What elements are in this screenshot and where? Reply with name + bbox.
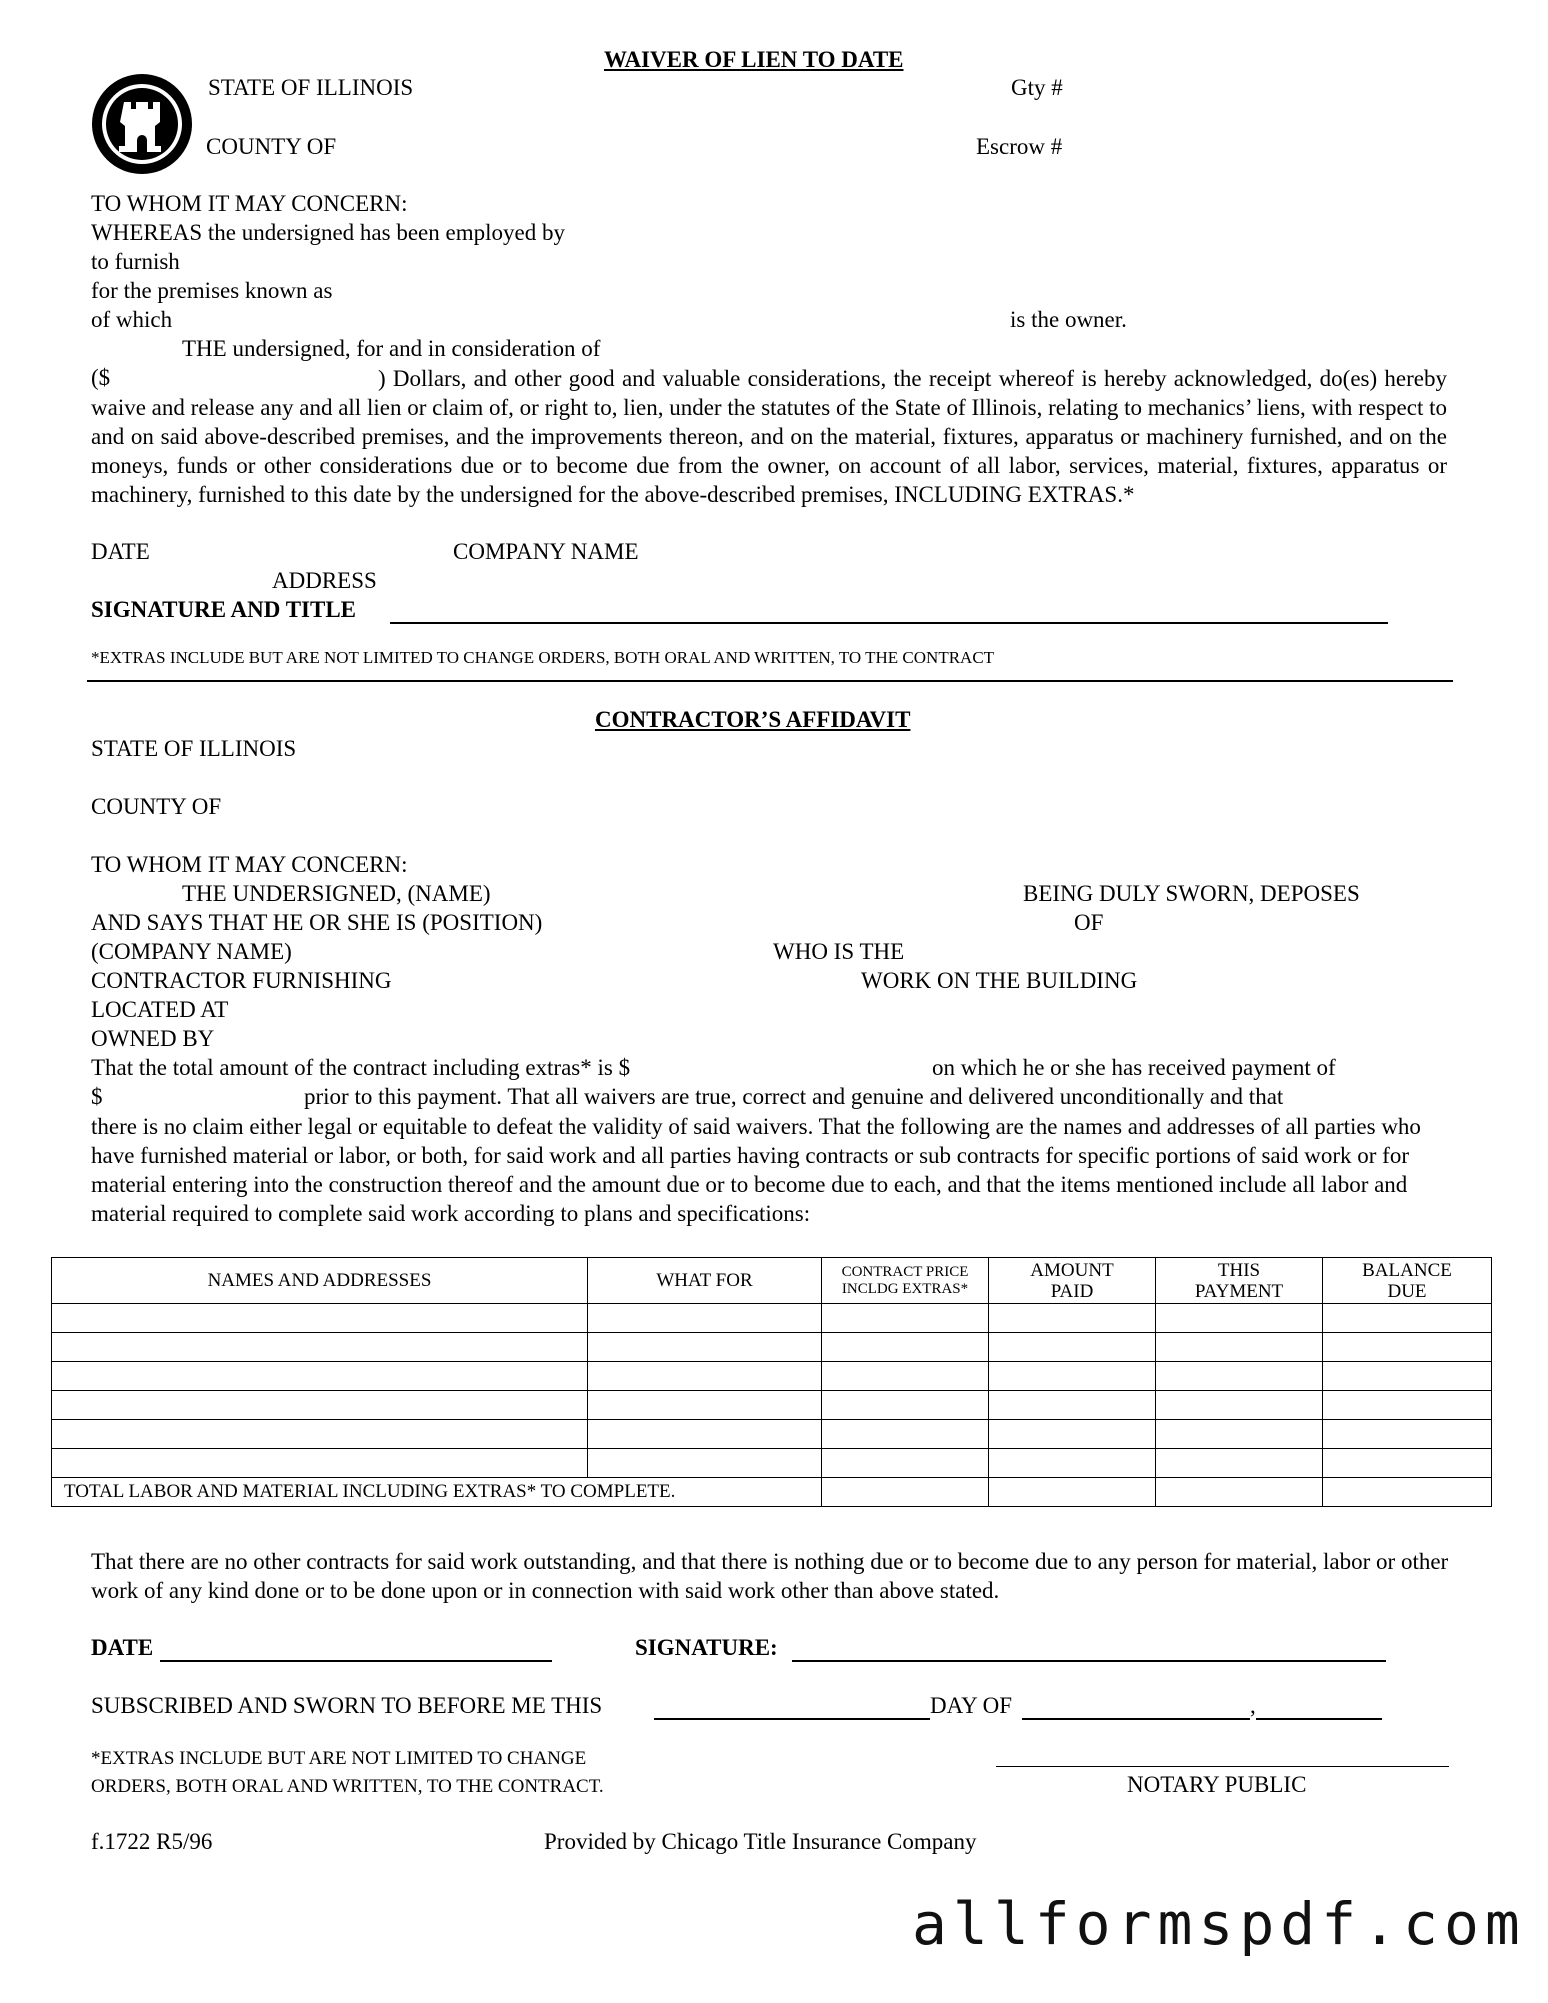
comma: , (1250, 1693, 1256, 1718)
signature-title-line[interactable] (390, 622, 1388, 624)
cell-what-for[interactable] (588, 1391, 822, 1420)
affidavit-county: COUNTY OF (91, 794, 222, 819)
cell-this-payment[interactable] (1156, 1420, 1323, 1449)
cell-what-for[interactable] (588, 1304, 822, 1333)
cell-contract-price[interactable] (822, 1391, 989, 1420)
cell-contract-price[interactable] (822, 1449, 989, 1478)
cell-this-payment[interactable] (1156, 1333, 1323, 1362)
affidavit-extras-note-1: *EXTRAS INCLUDE BUT ARE NOT LIMITED TO CHANGE (91, 1748, 587, 1769)
cell-this-payment[interactable] (1156, 1362, 1323, 1391)
table-row (52, 1391, 1492, 1420)
date-line[interactable] (160, 1660, 552, 1662)
cell-names[interactable] (52, 1391, 588, 1420)
cell-contract-price[interactable] (822, 1420, 989, 1449)
header-amount-paid: AMOUNT PAID (989, 1258, 1156, 1304)
is-owner-text: is the owner. (1010, 307, 1127, 332)
dollar-sign: $ (91, 1084, 103, 1109)
castle-tower-logo-icon (90, 72, 194, 176)
header-contract-price: CONTRACT PRICE INCLDG EXTRAS* (822, 1258, 989, 1304)
form-number: f.1722 R5/96 (91, 1829, 213, 1854)
gty-label: Gty # (1011, 75, 1063, 100)
total-label: TOTAL LABOR AND MATERIAL INCLUDING EXTRAS* TO COMPLETE. (52, 1478, 822, 1507)
table-total-row (52, 1478, 1492, 1507)
being-sworn-text: BEING DULY SWORN, DEPOSES (1023, 881, 1360, 906)
consideration-line: THE undersigned, for and in consideration of (182, 336, 601, 361)
cell-this-payment[interactable] (1156, 1304, 1323, 1333)
year-line[interactable] (1256, 1718, 1382, 1720)
received-payment-text: on which he or she has received payment of (932, 1055, 1336, 1080)
notary-public-label: NOTARY PUBLIC (1127, 1772, 1307, 1797)
header-balance-due: BALANCE DUE (1323, 1258, 1492, 1304)
total-this-payment[interactable] (1156, 1478, 1323, 1507)
waiver-title: WAIVER OF LIEN TO DATE (604, 47, 904, 72)
header-what-for: WHAT FOR (588, 1258, 822, 1304)
affidavit-signature-label: SIGNATURE: (635, 1635, 778, 1660)
cell-what-for[interactable] (588, 1449, 822, 1478)
cell-balance-due[interactable] (1323, 1362, 1492, 1391)
cell-amount-paid[interactable] (989, 1449, 1156, 1478)
cell-balance-due[interactable] (1323, 1420, 1492, 1449)
cell-what-for[interactable] (588, 1333, 822, 1362)
waiver-extras-note: *EXTRAS INCLUDE BUT ARE NOT LIMITED TO CHANGE ORDERS, BOTH ORAL AND WRITTEN, TO THE CONTRACT (91, 648, 995, 667)
of-label: OF (1074, 910, 1104, 935)
affidavit-body: there is no claim either legal or equitable to defeat the validity of said waivers. That the following are the names and addresses of all parties who have furnished material or labor, or both, for said work and all parties having contracts or sub contracts for specific portions of said work or for material entering into the construction thereof and the amount due or to become due to each, and that the items mentioned include all labor and material required to complete said work according to plans and specifications: (91, 1114, 1421, 1226)
signature-line[interactable] (792, 1660, 1386, 1662)
who-is-the-text: WHO IS THE (773, 939, 905, 964)
waiver-body: ) Dollars, and other good and valuable considerations, the receipt whereof is hereby acknowledged, do(es) hereby waive and release any and all lien or claim of, or right to, lien, under the statutes of the State of Illinois, relating to mechanics’ liens, with respect to and on said above-described premises, and the improvements thereon, and on the material, fixtures, apparatus or machinery furnished, and on the moneys, funds or other considerations due or to become due from the owner, on account of all labor, services, material, fixtures, apparatus or machinery, furnished to this date by the undersigned for the above-described premises, INCLUDING EXTRAS.* (91, 366, 1447, 507)
cell-amount-paid[interactable] (989, 1362, 1156, 1391)
waiver-state: STATE OF ILLINOIS (208, 75, 414, 100)
cell-balance-due[interactable] (1323, 1333, 1492, 1362)
table-row (52, 1420, 1492, 1449)
cell-contract-price[interactable] (822, 1333, 989, 1362)
premises-line: for the premises known as (91, 278, 333, 303)
table-header-row (52, 1258, 1492, 1304)
whereas-line: WHEREAS the undersigned has been employed by (91, 220, 565, 245)
cell-names[interactable] (52, 1420, 588, 1449)
table-row (52, 1304, 1492, 1333)
subscribed-text: SUBSCRIBED AND SWORN TO BEFORE ME THIS (91, 1693, 603, 1718)
to-furnish-line: to furnish (91, 249, 180, 274)
cell-names[interactable] (52, 1362, 588, 1391)
cell-amount-paid[interactable] (989, 1391, 1156, 1420)
affidavit-title: CONTRACTOR’S AFFIDAVIT (595, 707, 911, 732)
parties-table (51, 1257, 1492, 1507)
total-balance-due[interactable] (1323, 1478, 1492, 1507)
cell-this-payment[interactable] (1156, 1449, 1323, 1478)
day-line[interactable] (654, 1718, 930, 1720)
affidavit-date-label: DATE (91, 1635, 154, 1660)
cell-balance-due[interactable] (1323, 1449, 1492, 1478)
total-amount-paid[interactable] (989, 1478, 1156, 1507)
contractor-furnishing-label: CONTRACTOR FURNISHING (91, 968, 392, 993)
cell-contract-price[interactable] (822, 1304, 989, 1333)
provided-by-text: Provided by Chicago Title Insurance Company (544, 1829, 977, 1854)
undersigned-name-label: THE UNDERSIGNED, (NAME) (182, 881, 491, 906)
signature-title-label: SIGNATURE AND TITLE (91, 597, 357, 622)
table-row (52, 1362, 1492, 1391)
header-this-payment: THIS PAYMENT (1156, 1258, 1323, 1304)
waiver-county: COUNTY OF (206, 134, 337, 159)
month-line[interactable] (1022, 1718, 1250, 1720)
waiver-company-name-label: COMPANY NAME (453, 539, 639, 564)
cell-amount-paid[interactable] (989, 1304, 1156, 1333)
total-contract-price[interactable] (822, 1478, 989, 1507)
cell-balance-due[interactable] (1323, 1391, 1492, 1420)
cell-what-for[interactable] (588, 1362, 822, 1391)
affidavit-company-name-label: (COMPANY NAME) (91, 939, 292, 964)
waiver-to-whom: TO WHOM IT MAY CONCERN: (91, 191, 408, 216)
prior-payment-text: prior to this payment. That all waivers are true, correct and genuine and delivered unconditionally and that (304, 1084, 1284, 1109)
table-row (52, 1333, 1492, 1362)
cell-amount-paid[interactable] (989, 1333, 1156, 1362)
dollar-open: ($ (91, 365, 111, 390)
cell-names[interactable] (52, 1304, 588, 1333)
owned-by-label: OWNED BY (91, 1026, 215, 1051)
of-which-line: of which (91, 307, 173, 332)
affidavit-to-whom: TO WHOM IT MAY CONCERN: (91, 852, 408, 877)
waiver-address-label: ADDRESS (272, 568, 377, 593)
section-divider (87, 680, 1453, 682)
cell-names[interactable] (52, 1449, 588, 1478)
work-on-building-text: WORK ON THE BUILDING (861, 968, 1138, 993)
affidavit-state: STATE OF ILLINOIS (91, 736, 297, 761)
affidavit-extras-note-2: ORDERS, BOTH ORAL AND WRITTEN, TO THE CONTRACT. (91, 1776, 604, 1797)
cell-what-for[interactable] (588, 1420, 822, 1449)
cell-amount-paid[interactable] (989, 1420, 1156, 1449)
waiver-date-label: DATE (91, 539, 150, 564)
located-at-label: LOCATED AT (91, 997, 229, 1022)
no-other-contracts-text: That there are no other contracts for said work outstanding, and that there is nothing due or to become due to any person for material, labor or other work of any kind done or to be done upon or in connection with said work other than above stated. (91, 1549, 1449, 1603)
position-label: AND SAYS THAT HE OR SHE IS (POSITION) (91, 910, 543, 935)
watermark-text: allformspdf.com (912, 1890, 1526, 1958)
cell-balance-due[interactable] (1323, 1304, 1492, 1333)
table-row (52, 1449, 1492, 1478)
day-of-label: DAY OF (930, 1693, 1013, 1718)
cell-this-payment[interactable] (1156, 1391, 1323, 1420)
header-names-addresses: NAMES AND ADDRESSES (52, 1258, 588, 1304)
cell-contract-price[interactable] (822, 1362, 989, 1391)
escrow-label: Escrow # (976, 134, 1063, 159)
cell-names[interactable] (52, 1333, 588, 1362)
total-amount-text: That the total amount of the contract including extras* is $ (91, 1055, 631, 1080)
notary-line[interactable] (996, 1766, 1449, 1767)
